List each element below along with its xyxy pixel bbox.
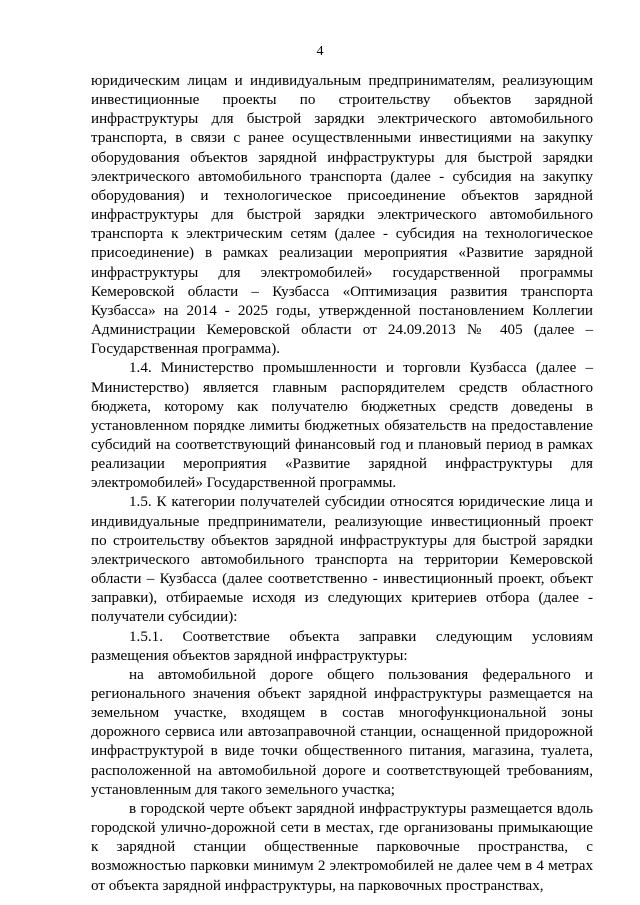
document-body [91,72,593,896]
paragraph-1-5: 1.5. К категории получателей субсидии относятся юридические лица и индивидуальные предприниматели, реализующие инвестиционный проект по строительству объектов зарядной инфраструктуры для быстрой зарядки электрического автомобильного транспорта на территории Кемеровской области – Кузбасса (далее соответственно - инвестиционный проект, объект заправки), отбираемые исходя из следующих критериев отбора (далее - получатели субсидии): [91,494,593,626]
paragraph-city-conditions: в городской черте объект зарядной инфраструктуры размещается вдоль городской улично-дорожной сети в местах, где организованы примыкающие к зарядной станции общественные парковочные пространства, с возможностью парковки минимум 2 электромобилей не далее чем в 4 метрах от объекта зарядной инфраструктуры, на парковочных пространствах, [91,800,593,894]
page-number: 4 [316,44,324,59]
paragraph-1-5-1: 1.5.1. Соответствие объекта заправки следующим условиям размещения объектов зарядной инфраструктуры: [91,628,593,664]
paragraph-1-4: 1.4. Министерство промышленности и торговли Кузбасса (далее – Министерство) является главным распорядителем средств областного бюджета, которому как получателю бюджетных средств доведены в установленном порядке лимиты бюджетных обязательств на предоставление субсидий на соответствующий финансовый год и плановый период в рамках реализации мероприятия «Развитие зарядной инфраструктуры для электромобилей» Государственной программы. [91,360,593,492]
paragraph-highway-conditions: на автомобильной дороге общего пользования федерального и регионального значения объект зарядной инфраструктуры размещается на земельном участке, входящем в состав многофункциональной зоны дорожного сервиса или автозаправочной станции, оснащенной придорожной инфраструктурой в виде точки общественного питания, магазина, туалета, расположенной на автомобильной дороге и соответствующей требованиям, установленным для такого земельного участка; [91,666,593,798]
paragraph-intro-continuation: юридическим лицам и индивидуальным предпринимателям, реализующим инвестиционные проекты по строительству объектов зарядной инфраструктуры для быстрой зарядки электрического автомобильного транспорта, в связи с ранее осуществленными инвестициями на закупку оборудования объектов зарядной инфраструктуры для быстрой зарядки электрического автомобильного транспорта (далее - субсидия на закупку оборудования) и технологическое присоединение объектов зарядной инфраструктуры для быстрой зарядки электрического автомобильного транспорта к электрическим сетям (далее - субсидия на технологическое присоединение) в рамках реализации мероприятия «Развитие зарядной инфраструктуры для электромобилей» государственной программы Кемеровской области – Кузбасса «Оптимизация развития транспорта Кузбасса» на 2014 - 2025 годы, утвержденной постановлением Коллегии Администрации Кемеровской области от 24.09.2013 № 405 (далее – Государственная программа). [91,73,593,358]
